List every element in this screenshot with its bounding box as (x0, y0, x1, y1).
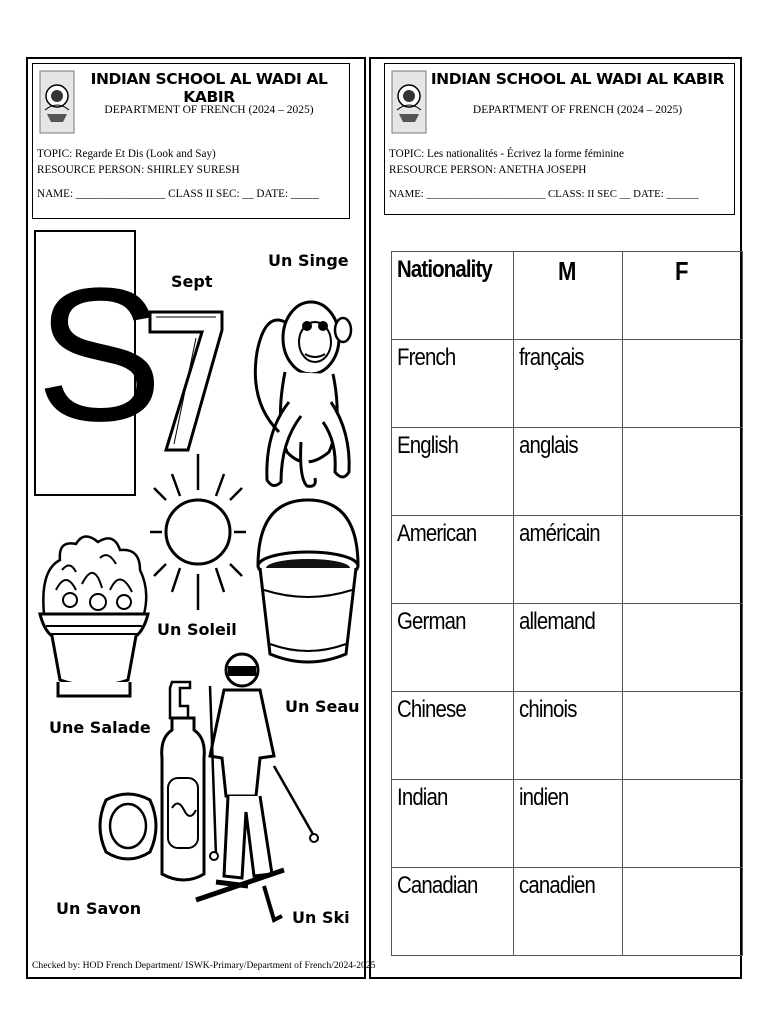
sheet-divider (364, 57, 371, 979)
cell-masculine: américain (513, 516, 622, 604)
table-row (392, 868, 743, 956)
footer-checked-by: Checked by: HOD French Department/ ISWK-Primary/Department of French/2024-2025 (32, 960, 376, 971)
nationalities-table (391, 251, 743, 956)
number-seven-icon (146, 308, 228, 454)
skier-icon (190, 646, 322, 924)
cell-masculine: allemand (513, 604, 622, 692)
cell-nationality: English (392, 428, 514, 516)
cell-feminine-blank[interactable] (622, 868, 742, 956)
cell-nationality: Chinese (392, 692, 514, 780)
monkey-icon (245, 282, 357, 494)
soap-bar-icon (96, 790, 160, 864)
cell-masculine: indien (513, 780, 622, 868)
cell-feminine-blank[interactable] (622, 780, 742, 868)
cell-nationality: German (392, 604, 514, 692)
school-name: INDIAN SCHOOL AL WADI AL KABIR (90, 70, 328, 106)
header-feminine: F (622, 252, 742, 340)
cell-masculine: canadien (513, 868, 622, 956)
table-row (392, 516, 743, 604)
table-row (392, 604, 743, 692)
sun-icon (148, 446, 248, 618)
cell-nationality: French (392, 340, 514, 428)
topic-line: TOPIC: Les nationalités - Écrivez la forme féminine (389, 148, 624, 160)
label-sept: Sept (171, 272, 213, 291)
cell-feminine-blank[interactable] (622, 604, 742, 692)
salad-bowl-icon (36, 530, 152, 702)
table-header-row (392, 252, 743, 340)
label-savon: Un Savon (56, 899, 142, 918)
table-row (392, 780, 743, 868)
cell-feminine-blank[interactable] (622, 692, 742, 780)
cell-masculine: français (513, 340, 622, 428)
resource-person-line: RESOURCE PERSON: ANETHA JOSEPH (389, 164, 587, 176)
cell-feminine-blank[interactable] (622, 428, 742, 516)
name-class-line: NAME: ________________ CLASS II SEC: __ DATE: _____ (37, 188, 319, 200)
right-header (384, 63, 735, 215)
label-singe: Un Singe (268, 251, 349, 270)
table-row (392, 340, 743, 428)
header-nationality: Nationality (392, 252, 514, 340)
cell-nationality: Indian (392, 780, 514, 868)
left-header (32, 63, 350, 219)
school-name: INDIAN SCHOOL AL WADI AL KABIR (430, 70, 725, 88)
table-row (392, 428, 743, 516)
topic-line: TOPIC: Regarde Et Dis (Look and Say) (37, 148, 216, 160)
label-ski: Un Ski (292, 908, 350, 927)
name-class-line: NAME: ______________________ CLASS: II SEC __ DATE: ______ (389, 188, 699, 200)
cell-feminine-blank[interactable] (622, 516, 742, 604)
label-salade: Une Salade (49, 718, 151, 737)
cell-feminine-blank[interactable] (622, 340, 742, 428)
school-logo-icon (39, 70, 75, 134)
letter-s-card (34, 230, 163, 496)
cell-masculine: anglais (513, 428, 622, 516)
department-title: DEPARTMENT OF FRENCH (2024 – 2025) (104, 104, 314, 116)
cell-masculine: chinois (513, 692, 622, 780)
letter-s: S (36, 249, 163, 461)
label-seau: Un Seau (285, 697, 360, 716)
header-masculine: M (513, 252, 622, 340)
table-row (392, 692, 743, 780)
school-logo-icon (391, 70, 427, 134)
cell-nationality: Canadian (392, 868, 514, 956)
resource-person-line: RESOURCE PERSON: SHIRLEY SURESH (37, 164, 240, 176)
bucket-icon (252, 494, 364, 670)
cell-nationality: American (392, 516, 514, 604)
department-title: DEPARTMENT OF FRENCH (2024 – 2025) (472, 104, 683, 116)
label-soleil: Un Soleil (157, 620, 237, 639)
